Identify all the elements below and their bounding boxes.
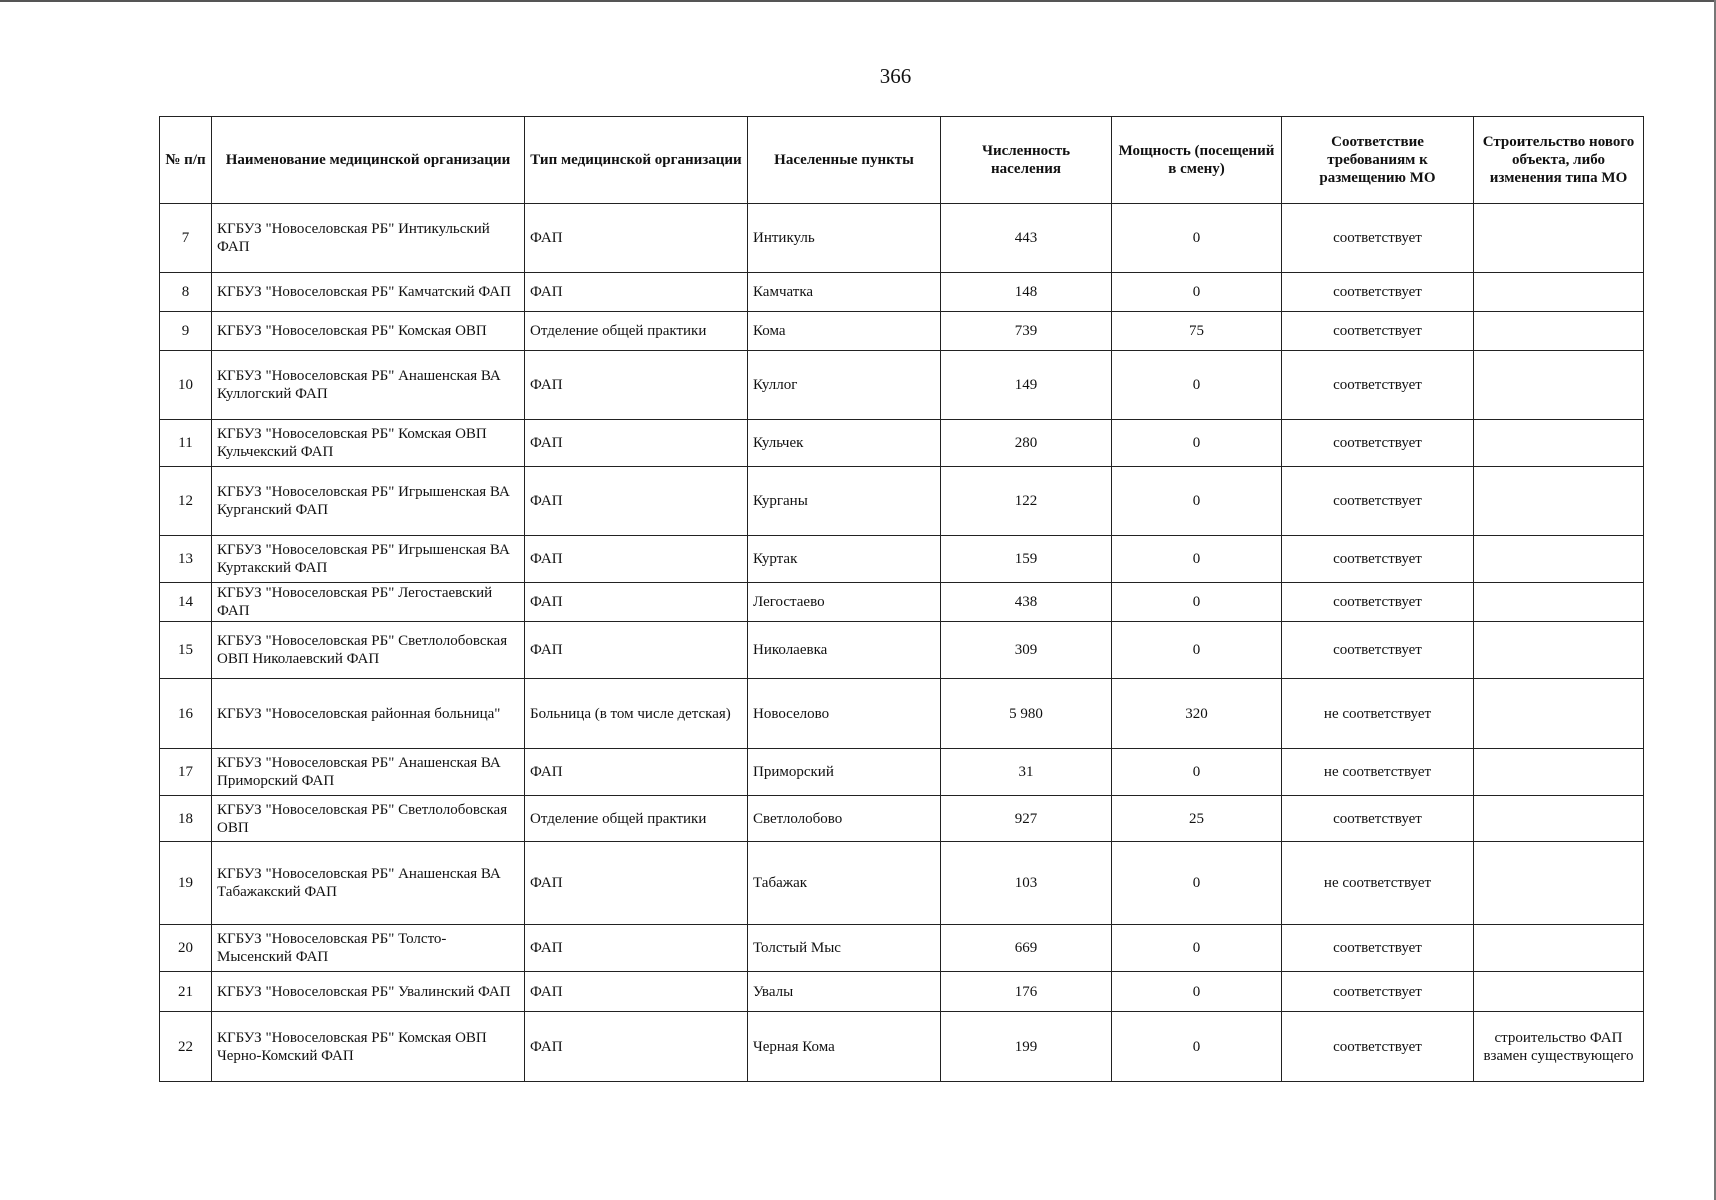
row-number: 13 [160, 536, 212, 583]
row-number: 20 [160, 925, 212, 972]
column-header-compliance: Соответствие требованиям к размещению МО [1282, 117, 1474, 204]
column-header-population: Численность населения [941, 117, 1112, 204]
settlement: Приморский [748, 749, 941, 796]
organization-type: Больница (в том числе детская) [525, 679, 748, 749]
table-row [160, 204, 1644, 273]
compliance: не соответствует [1282, 842, 1474, 925]
medical-organizations-table [159, 116, 1644, 1082]
organization-type: ФАП [525, 749, 748, 796]
population: 669 [941, 925, 1112, 972]
compliance: соответствует [1282, 925, 1474, 972]
table-row [160, 622, 1644, 679]
settlement: Николаевка [748, 622, 941, 679]
row-number: 10 [160, 351, 212, 420]
compliance: соответствует [1282, 273, 1474, 312]
organization-type: ФАП [525, 972, 748, 1012]
capacity: 0 [1112, 420, 1282, 467]
row-number: 15 [160, 622, 212, 679]
column-header-organization-name: Наименование медицинской организации [212, 117, 525, 204]
page-border-top [0, 0, 1716, 2]
construction-note [1474, 420, 1644, 467]
organization-name: КГБУЗ "Новоселовская РБ" Игрышенская ВА Курганский ФАП [212, 467, 525, 536]
table-row [160, 420, 1644, 467]
compliance: не соответствует [1282, 679, 1474, 749]
compliance: соответствует [1282, 583, 1474, 622]
settlement: Светлолобово [748, 796, 941, 842]
table-row [160, 536, 1644, 583]
organization-type: ФАП [525, 536, 748, 583]
organization-type: ФАП [525, 842, 748, 925]
organization-type: ФАП [525, 467, 748, 536]
organization-name: КГБУЗ "Новоселовская РБ" Анашенская ВА Табажакский ФАП [212, 842, 525, 925]
settlement: Интикуль [748, 204, 941, 273]
construction-note: строительство ФАП взамен существующего [1474, 1012, 1644, 1082]
construction-note [1474, 925, 1644, 972]
settlement: Легостаево [748, 583, 941, 622]
organization-name: КГБУЗ "Новоселовская РБ" Светлолобовская ОВП [212, 796, 525, 842]
row-number: 18 [160, 796, 212, 842]
column-header-organization-type: Тип медицинской организации [525, 117, 748, 204]
settlement: Куртак [748, 536, 941, 583]
population: 927 [941, 796, 1112, 842]
population: 309 [941, 622, 1112, 679]
capacity: 0 [1112, 842, 1282, 925]
settlement: Кульчек [748, 420, 941, 467]
construction-note [1474, 467, 1644, 536]
population: 176 [941, 972, 1112, 1012]
row-number: 16 [160, 679, 212, 749]
page-number: 366 [879, 64, 912, 88]
population: 739 [941, 312, 1112, 351]
table-row [160, 842, 1644, 925]
compliance: соответствует [1282, 796, 1474, 842]
capacity: 25 [1112, 796, 1282, 842]
capacity: 0 [1112, 925, 1282, 972]
compliance: соответствует [1282, 622, 1474, 679]
table-row [160, 467, 1644, 536]
table-row [160, 796, 1644, 842]
capacity: 0 [1112, 351, 1282, 420]
construction-note [1474, 536, 1644, 583]
construction-note [1474, 842, 1644, 925]
organization-type: Отделение общей практики [525, 796, 748, 842]
construction-note [1474, 679, 1644, 749]
population: 199 [941, 1012, 1112, 1082]
population: 31 [941, 749, 1112, 796]
row-number: 9 [160, 312, 212, 351]
organization-name: КГБУЗ "Новоселовская РБ" Игрышенская ВА Куртакский ФАП [212, 536, 525, 583]
construction-note [1474, 273, 1644, 312]
capacity: 320 [1112, 679, 1282, 749]
organization-name: КГБУЗ "Новоселовская РБ" Толсто-Мысенский ФАП [212, 925, 525, 972]
row-number: 17 [160, 749, 212, 796]
organization-name: КГБУЗ "Новоселовская РБ" Интикульский ФАП [212, 204, 525, 273]
population: 5 980 [941, 679, 1112, 749]
construction-note [1474, 796, 1644, 842]
row-number: 11 [160, 420, 212, 467]
row-number: 12 [160, 467, 212, 536]
table-row [160, 583, 1644, 622]
table-row [160, 749, 1644, 796]
compliance: соответствует [1282, 536, 1474, 583]
settlement: Табажак [748, 842, 941, 925]
organization-name: КГБУЗ "Новоселовская РБ" Легостаевский ФАП [212, 583, 525, 622]
organization-name: КГБУЗ "Новоселовская РБ" Увалинский ФАП [212, 972, 525, 1012]
table-row [160, 1012, 1644, 1082]
organization-type: ФАП [525, 420, 748, 467]
row-number: 21 [160, 972, 212, 1012]
population: 438 [941, 583, 1112, 622]
row-number: 14 [160, 583, 212, 622]
population: 280 [941, 420, 1112, 467]
capacity: 0 [1112, 536, 1282, 583]
settlement: Толстый Мыс [748, 925, 941, 972]
capacity: 0 [1112, 273, 1282, 312]
population: 148 [941, 273, 1112, 312]
organization-name: КГБУЗ "Новоселовская РБ" Светлолобовская ОВП Николаевский ФАП [212, 622, 525, 679]
organization-type: ФАП [525, 583, 748, 622]
compliance: соответствует [1282, 312, 1474, 351]
settlement: Черная Кома [748, 1012, 941, 1082]
population: 443 [941, 204, 1112, 273]
construction-note [1474, 583, 1644, 622]
capacity: 0 [1112, 749, 1282, 796]
construction-note [1474, 312, 1644, 351]
organization-type: ФАП [525, 622, 748, 679]
compliance: соответствует [1282, 351, 1474, 420]
capacity: 75 [1112, 312, 1282, 351]
settlement: Кома [748, 312, 941, 351]
organization-name: КГБУЗ "Новоселовская РБ" Анашенская ВА Приморский ФАП [212, 749, 525, 796]
compliance: соответствует [1282, 204, 1474, 273]
row-number: 22 [160, 1012, 212, 1082]
organization-type: ФАП [525, 925, 748, 972]
capacity: 0 [1112, 204, 1282, 273]
population: 149 [941, 351, 1112, 420]
settlement: Камчатка [748, 273, 941, 312]
compliance: соответствует [1282, 467, 1474, 536]
construction-note [1474, 204, 1644, 273]
settlement: Куллог [748, 351, 941, 420]
organization-name: КГБУЗ "Новоселовская РБ" Комская ОВП Черно-Комский ФАП [212, 1012, 525, 1082]
compliance: соответствует [1282, 420, 1474, 467]
settlement: Курганы [748, 467, 941, 536]
compliance: не соответствует [1282, 749, 1474, 796]
row-number: 19 [160, 842, 212, 925]
table-row [160, 273, 1644, 312]
table-row [160, 351, 1644, 420]
column-header-number: № п/п [160, 117, 212, 204]
capacity: 0 [1112, 1012, 1282, 1082]
organization-name: КГБУЗ "Новоселовская РБ" Анашенская ВА Куллогский ФАП [212, 351, 525, 420]
organization-type: ФАП [525, 204, 748, 273]
row-number: 8 [160, 273, 212, 312]
construction-note [1474, 972, 1644, 1012]
organization-name: КГБУЗ "Новоселовская РБ" Камчатский ФАП [212, 273, 525, 312]
capacity: 0 [1112, 467, 1282, 536]
construction-note [1474, 351, 1644, 420]
table-row [160, 925, 1644, 972]
table-row [160, 679, 1644, 749]
table-row [160, 312, 1644, 351]
organization-type: ФАП [525, 273, 748, 312]
column-header-settlements: Населенные пункты [748, 117, 941, 204]
compliance: соответствует [1282, 1012, 1474, 1082]
population: 159 [941, 536, 1112, 583]
capacity: 0 [1112, 622, 1282, 679]
construction-note [1474, 622, 1644, 679]
population: 122 [941, 467, 1112, 536]
column-header-construction: Строительство нового объекта, либо изменения типа МО [1474, 117, 1644, 204]
compliance: соответствует [1282, 972, 1474, 1012]
column-header-capacity: Мощность (посещений в смену) [1112, 117, 1282, 204]
organization-type: ФАП [525, 351, 748, 420]
row-number: 7 [160, 204, 212, 273]
capacity: 0 [1112, 972, 1282, 1012]
settlement: Увалы [748, 972, 941, 1012]
table-header-row [160, 117, 1644, 204]
construction-note [1474, 749, 1644, 796]
organization-name: КГБУЗ "Новоселовская РБ" Комская ОВП Кульчекский ФАП [212, 420, 525, 467]
settlement: Новоселово [748, 679, 941, 749]
organization-name: КГБУЗ "Новоселовская районная больница" [212, 679, 525, 749]
organization-type: ФАП [525, 1012, 748, 1082]
table-row [160, 972, 1644, 1012]
capacity: 0 [1112, 583, 1282, 622]
organization-type: Отделение общей практики [525, 312, 748, 351]
population: 103 [941, 842, 1112, 925]
organization-name: КГБУЗ "Новоселовская РБ" Комская ОВП [212, 312, 525, 351]
